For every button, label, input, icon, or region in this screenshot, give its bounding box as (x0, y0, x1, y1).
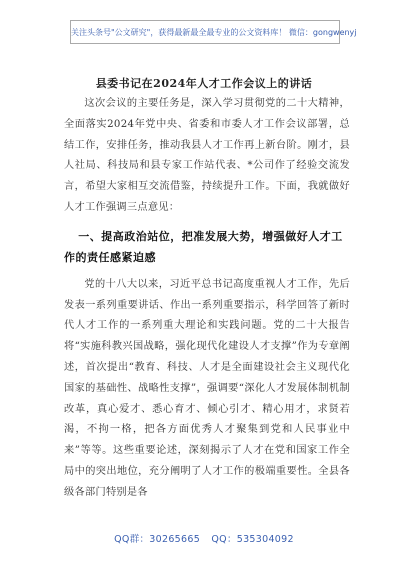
footer-contact (0, 531, 408, 545)
section-heading-1: 一、提高政治站位，把准发展大势，增强做好人才工作的责任感紧迫感 (64, 229, 343, 265)
footer-qq-group: QQ群：30265665 (114, 534, 201, 545)
promo-banner (70, 20, 357, 44)
document-title: 县委书记在2024年人才工作会议上的讲话 (95, 77, 313, 90)
footer-qq: QQ：535304092 (211, 534, 294, 545)
paragraph-intro: 这次会议的主要任务是，深入学习贯彻党的二十大精神，全面落实2024年党中央、省委和市委人才工作会议部署，总结工作，安排任务，推动我县人才工作再上新台阶。刚才，县人社局、科技局和县专家工作站代表、*公司作了经验交流发言，希望大家相互交流借鉴，持续提升工作。下面，我就做好人才工作强调三点意见： (64, 98, 350, 213)
paragraph-section-1: 党的十八大以来，习近平总书记高度重视人才工作，先后发表一系列重要讲话、作出一系列重要指示，科学回答了新时代人才工作的一系列重大理论和实践问题。党的二十大报告将“实施科教兴国战略，强化现代化建设人才支撑”作为专章阐述，首次提出“教育、科技、人才是全面建设社会主义现代化国家的基础性、战略性支撑”，强调要“深化人才发展体制机制改革，真心爱才、悉心育才、倾心引才、精心用才，求贤若渴，不拘一格，把各方面优秀人才聚集到党和人民事业中来”等等。这些重要论述，深刻揭示了人才在党和国家工作全局中的突出地位，充分阐明了人才工作的极端重要性。全县各级各部门特别是各 (64, 278, 350, 498)
document-body (64, 94, 350, 504)
promo-banner-text: 关注头条号"公文研究"，获得最新最全最专业的公文资料库！ 微信：gongwenyj (71, 28, 357, 37)
